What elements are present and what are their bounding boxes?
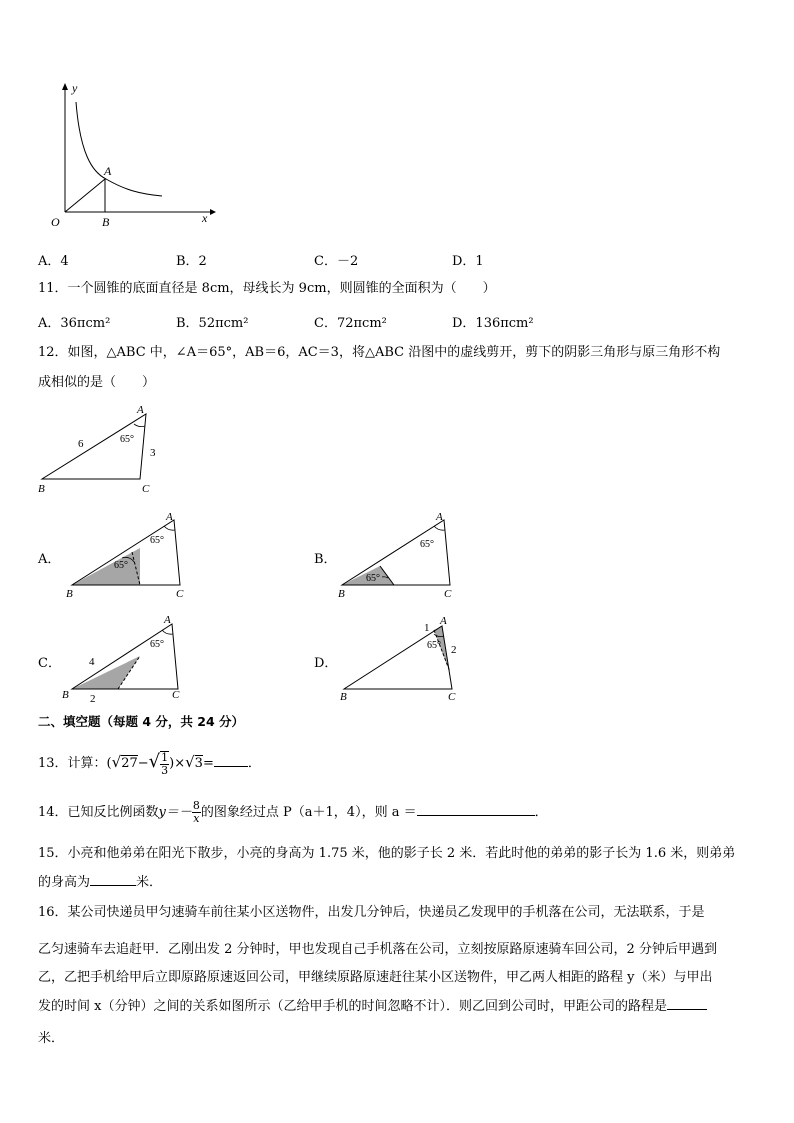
- q11-stem: 11．一个圆锥的底面直径是 8cm，母线长为 9cm，则圆锥的全面积为（ ）: [38, 281, 496, 296]
- q14-frac-num: 8: [192, 799, 200, 812]
- q11-option-a: A．36πcm²: [38, 316, 111, 331]
- opt-d-label-b: B: [340, 691, 347, 703]
- inverse-function-graph: [30, 78, 220, 230]
- main-label-b: B: [38, 483, 45, 495]
- point-b-label: B: [102, 215, 110, 229]
- q16-line4: 发的时间 x（分钟）之间的关系如图所示（乙给甲手机的时间忽略不计）．则乙回到公司时，甲距公司的路程是: [38, 999, 667, 1014]
- main-angle: 65°: [120, 434, 134, 445]
- main-label-c: C: [142, 483, 150, 495]
- opt-a-label-a: A: [166, 511, 173, 523]
- q16-line5: 米．: [38, 1031, 65, 1046]
- q12-option-b-label: B．: [314, 552, 337, 567]
- q16-line3: 乙，乙把手机给甲后立即原路原速返回公司，甲继续原路原速赶往某小区送物件，甲乙两人相距的路程 y（米）与甲出: [38, 970, 713, 985]
- opt-b-label-c: C: [444, 588, 452, 600]
- q13-open: (: [106, 756, 112, 771]
- q10-option-c: C．－2: [314, 254, 359, 269]
- q13-radicand-3: 3: [194, 756, 203, 771]
- q13-eq: =: [202, 756, 214, 771]
- origin-label: O: [51, 215, 60, 229]
- q14-prefix: 14．已知反比例函数: [38, 805, 159, 820]
- q14-line: [38, 798, 548, 828]
- q13-end: ．: [247, 756, 261, 771]
- opt-a-label-b: B: [66, 588, 73, 600]
- opt-c-label-a: A: [164, 614, 171, 626]
- main-label-a: A: [137, 404, 144, 416]
- q14-answer-blank[interactable]: [417, 815, 535, 816]
- q13-radicand-27: 27: [121, 756, 138, 771]
- opt-b-angle-top: 65°: [420, 539, 434, 550]
- q14-suffix: 的图象经过点 P（a＋1，4），则 a ＝: [200, 805, 417, 820]
- q12-stem-line1: 12．如图，△ABC 中，∠A＝65°，AB＝6，AC＝3，将△ABC 沿图中的虚线剪开，剪下的阴影三角形与原三角形不构: [38, 345, 721, 360]
- q12-stem-line2: 成相似的是（ ）: [38, 375, 156, 390]
- q15-line2-prefix: 的身高为: [38, 875, 91, 890]
- q14-end: ．: [534, 805, 548, 820]
- opt-c-seg-top: 4: [89, 656, 95, 668]
- section2-title: 二、填空题（每题 4 分，共 24 分）: [38, 714, 245, 729]
- q12-option-b-figure: [332, 506, 472, 602]
- opt-b-label-a: A: [436, 511, 443, 523]
- opt-c-seg-bottom: 2: [90, 693, 96, 705]
- q16-line2: 乙匀速骑车去追赶甲．乙刚出发 2 分钟时，甲也发现自己手机落在公司，立刻按原路原速骑车回公司，2 分钟后甲遇到: [38, 942, 717, 957]
- opt-a-label-c: C: [176, 588, 184, 600]
- point-a-label: A: [104, 164, 112, 178]
- q13-prefix: 13．计算：: [38, 756, 107, 771]
- q13-frac-num: 1: [161, 750, 169, 764]
- q12-main-triangle: [30, 400, 170, 496]
- q12-option-d-label: D．: [314, 656, 338, 671]
- q14-y-eq: y＝－: [158, 805, 192, 820]
- opt-d-seg-left: 1: [424, 622, 430, 634]
- opt-b-angle-shade: 65°: [366, 573, 380, 584]
- opt-d-angle-top: 65°: [427, 640, 441, 651]
- q13-minus: −: [137, 756, 149, 771]
- q10-option-b: B．2: [176, 254, 207, 269]
- q12-option-c-figure: [60, 610, 200, 706]
- q12-option-a-label: A．: [38, 552, 61, 567]
- q15-line2-suffix: 米．: [136, 875, 163, 890]
- q15-answer-blank[interactable]: [90, 885, 136, 886]
- q12-option-c-label: C．: [38, 656, 61, 671]
- opt-d-seg-right: 2: [451, 644, 457, 656]
- q15-line1: 15．小亮和他弟弟在阳光下散步，小亮的身高为 1.75 米，他的影子长 2 米．若此时他的弟弟的影子长为 1.6 米，则弟弟: [38, 846, 736, 861]
- main-side-ab: 6: [78, 438, 84, 450]
- q12-option-d-figure: [332, 610, 472, 706]
- opt-a-angle-shade: 65°: [114, 560, 128, 571]
- axis-y-label: y: [72, 81, 78, 95]
- opt-c-label-b: B: [62, 689, 69, 701]
- q16-answer-blank[interactable]: [667, 1009, 707, 1010]
- axis-x-label: x: [202, 211, 208, 225]
- opt-d-label-a: A: [440, 615, 447, 627]
- opt-c-label-c: C: [172, 689, 180, 701]
- opt-c-angle-top: 65°: [150, 639, 164, 650]
- q13-close: )×: [169, 756, 186, 771]
- q13-line: 13．计算：(√27−√ $\frac{1}{3}$ )×√3= ．: [38, 750, 261, 777]
- opt-a-angle-top: 65°: [150, 535, 164, 546]
- q16-line4-wrap: [38, 998, 707, 1016]
- q14-frac-den: x: [193, 812, 200, 825]
- q13-frac-den: 3: [161, 763, 169, 777]
- opt-b-label-b: B: [338, 588, 345, 600]
- q10-option-a: A．4: [38, 254, 69, 269]
- q10-option-d: D．1: [452, 254, 484, 269]
- q11-option-d: D．136πcm²: [452, 316, 534, 331]
- q12-option-a-figure: [60, 506, 200, 602]
- q11-option-c: C．72πcm²: [314, 316, 387, 331]
- q13-answer-blank[interactable]: [214, 766, 248, 767]
- opt-d-label-c: C: [448, 691, 456, 703]
- main-side-ac: 3: [150, 447, 156, 459]
- q16-line1: 16．某公司快递员甲匀速骑车前往某小区送物件，出发几分钟后，快递员乙发现甲的手机落在公司，无法联系，于是: [38, 905, 705, 920]
- q15-line2: [38, 874, 162, 892]
- q11-option-b: B．52πcm²: [176, 316, 249, 331]
